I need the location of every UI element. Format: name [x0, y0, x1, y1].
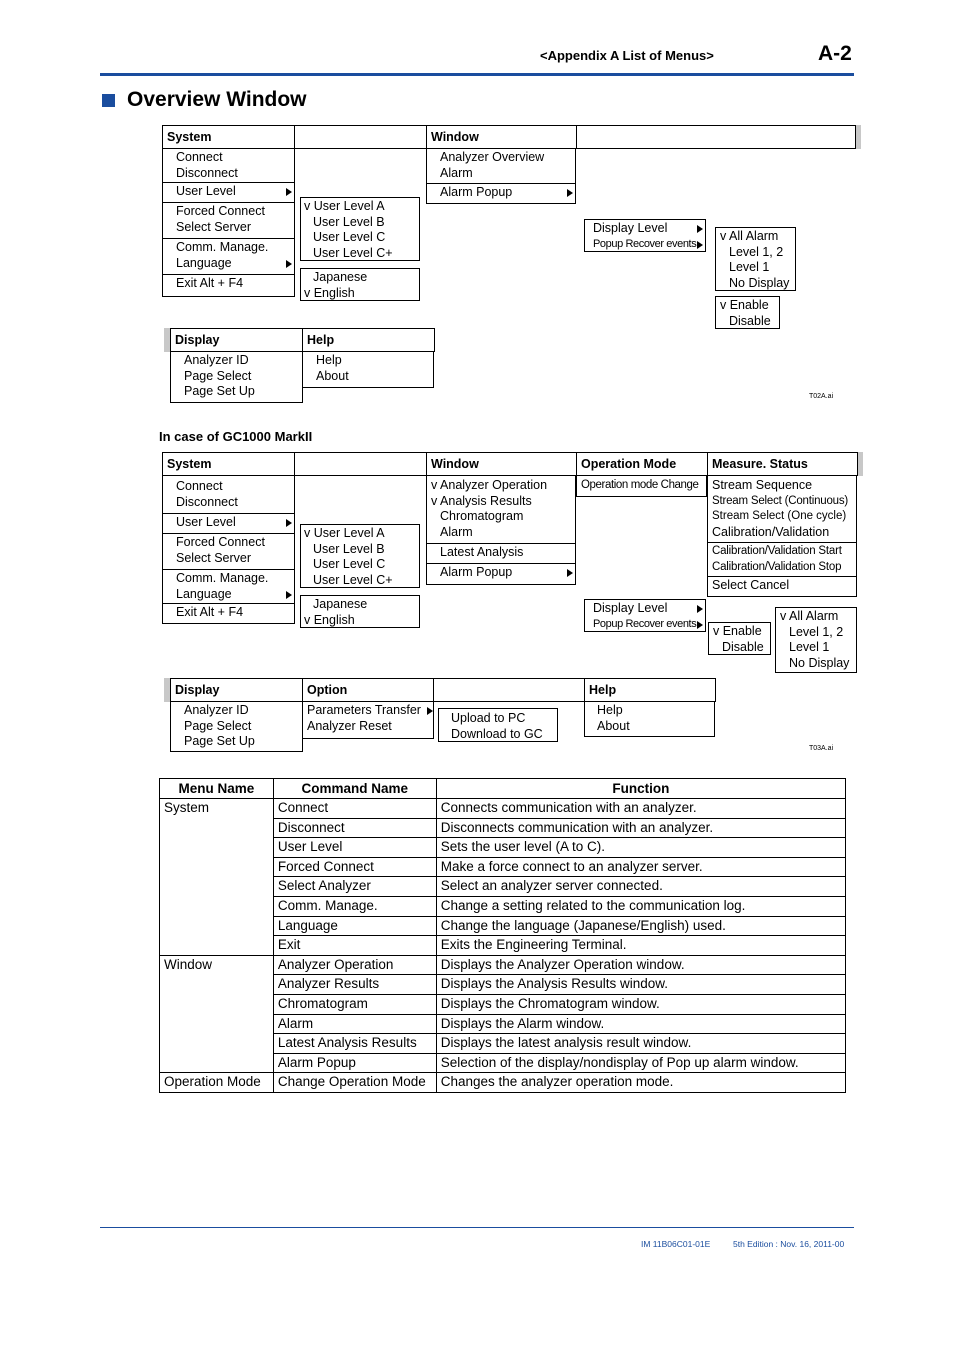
menu-bar	[162, 452, 858, 476]
cell-menu-name	[160, 1034, 274, 1054]
display-menu	[170, 701, 303, 752]
menu-item-calibration-validation[interactable]: Calibration/Validation	[712, 524, 830, 539]
menu-item-all-alarm[interactable]: v All Alarm	[780, 609, 839, 623]
menu-bar-blank	[295, 126, 427, 148]
menu-item-connect[interactable]: Connect	[176, 479, 223, 493]
cell-command-name: Change Operation Mode	[273, 1073, 436, 1093]
menu-item-english[interactable]: v English	[304, 285, 355, 300]
menu-bar-2	[170, 678, 716, 702]
menu-item-page-set-up[interactable]: Page Set Up	[184, 734, 255, 748]
cell-command-name: Connect	[273, 799, 436, 819]
help-menu	[584, 701, 715, 737]
menu-item-user-level-b[interactable]: User Level B	[313, 214, 385, 229]
menu-item-all-alarm[interactable]: v All Alarm	[720, 229, 779, 243]
cell-function: Displays the Analyzer Operation window.	[436, 955, 845, 975]
breadcrumb: <Appendix A List of Menus>	[540, 48, 714, 63]
menu-item-select-server[interactable]: Select Server	[176, 550, 252, 565]
submenu-arrow-icon	[427, 707, 433, 715]
window-menu	[426, 475, 576, 585]
table-body	[160, 799, 846, 1093]
table-row	[160, 1073, 846, 1093]
doc-id: IM 11B06C01-01E	[641, 1239, 711, 1249]
cell-command-name: Disconnect	[273, 818, 436, 838]
system-menu	[162, 475, 295, 624]
menu-item-select-cancel[interactable]: Select Cancel	[712, 578, 790, 592]
submenu-arrow-icon	[286, 188, 292, 196]
table-row	[160, 936, 846, 956]
cell-menu-name	[160, 818, 274, 838]
menu-item-help[interactable]: Help	[316, 353, 342, 367]
menu-item-calibration-validation-stop[interactable]: Calibration/Validation Stop	[712, 560, 842, 573]
menu-item-select-server[interactable]: Select Server	[176, 219, 252, 234]
submenu-arrow-icon	[567, 569, 573, 577]
table-row	[160, 818, 846, 838]
window-menu	[426, 148, 576, 204]
submenu-arrow-icon	[697, 605, 703, 613]
menu-bar-option[interactable]: Option	[303, 679, 434, 701]
cell-command-name: Comm. Manage.	[273, 896, 436, 916]
section-bullet-icon	[102, 94, 115, 107]
menu-item-user-level-c-plus[interactable]: User Level C+	[313, 245, 393, 260]
cell-command-name: Select Analyzer	[273, 877, 436, 897]
submenu-arrow-icon	[286, 519, 292, 527]
submenu-arrow-icon	[567, 189, 573, 197]
edition: 5th Edition : Nov. 16, 2011-00	[733, 1239, 845, 1249]
user-level-submenu	[300, 524, 420, 588]
menu-item-calibration-validation-start[interactable]: Calibration/Validation Start	[712, 545, 842, 557]
menu-item-exit[interactable]: Exit Alt + F4	[176, 605, 244, 619]
menu-bar-operation-mode[interactable]: Operation Mode	[577, 453, 708, 475]
cell-menu-name	[160, 936, 274, 956]
menu-item-no-display[interactable]: No Display	[789, 655, 850, 670]
cell-function: Change the language (Japanese/English) used.	[436, 916, 845, 936]
header-rule	[100, 73, 854, 76]
table-row	[160, 838, 846, 858]
menu-item-analyzer-reset[interactable]: Analyzer Reset	[307, 718, 392, 733]
language-submenu	[300, 595, 420, 628]
menu-item-forced-connect[interactable]: Forced Connect	[176, 535, 265, 549]
menu-item-about[interactable]: About	[316, 368, 349, 383]
menu-item-user-level-b[interactable]: User Level B	[313, 541, 385, 556]
cell-function: Select an analyzer server connected.	[436, 877, 845, 897]
menu-item-user-level-c[interactable]: User Level C	[313, 557, 386, 571]
menu-item-popup-recover-events[interactable]: Popup Recover events	[593, 617, 705, 633]
table-row	[160, 857, 846, 877]
table-row	[160, 1014, 846, 1034]
column-header-menu-name: Menu Name	[160, 779, 274, 799]
menu-item-user-level-a[interactable]: v User Level A	[304, 526, 385, 540]
menu-item-level-1-2[interactable]: Level 1, 2	[729, 244, 784, 259]
cell-menu-name	[160, 975, 274, 995]
menu-item-analyzer-id[interactable]: Analyzer ID	[184, 703, 249, 717]
menu-item-popup-recover-events[interactable]: Popup Recover events	[593, 237, 705, 253]
menu-item-page-select[interactable]: Page Select	[184, 718, 252, 733]
language-submenu	[300, 268, 420, 301]
menu-item-no-display[interactable]: No Display	[729, 275, 790, 290]
cell-function: Sets the user level (A to C).	[436, 838, 845, 858]
menu-item-language[interactable]: Language	[176, 587, 294, 603]
menu-item-latest-analysis[interactable]: Latest Analysis	[440, 545, 524, 559]
menu-item-download-to-gc[interactable]: Download to GC	[451, 726, 543, 741]
menu-item-level-1-2[interactable]: Level 1, 2	[789, 624, 844, 639]
cell-menu-name	[160, 857, 274, 877]
menu-item-alarm[interactable]: Alarm	[440, 524, 473, 539]
cell-function: Disconnects communication with an analyzer.	[436, 818, 845, 838]
cell-command-name: Alarm	[273, 1014, 436, 1034]
menu-item-user-level-c[interactable]: User Level C	[313, 230, 386, 244]
display-level-submenu	[775, 607, 857, 673]
column-header-command-name: Command Name	[273, 779, 436, 799]
cell-menu-name	[160, 1014, 274, 1034]
menu-item-operation-mode-change[interactable]: Operation mode Change	[581, 479, 699, 491]
menu-item-display-level[interactable]: Display Level	[593, 221, 705, 237]
menu-bar-display[interactable]: Display	[171, 329, 303, 351]
menu-item-level-1[interactable]: Level 1	[729, 260, 770, 274]
alarm-popup-submenu	[584, 219, 706, 252]
cell-menu-name	[160, 838, 274, 858]
cell-command-name: User Level	[273, 838, 436, 858]
menu-item-exit[interactable]: Exit Alt + F4	[176, 276, 244, 290]
submenu-arrow-icon	[697, 621, 703, 629]
menu-bar-system[interactable]: System	[163, 126, 295, 148]
menu-item-disable[interactable]: Disable	[729, 313, 771, 328]
page-number: A-2	[818, 42, 852, 65]
cell-command-name: Analyzer Results	[273, 975, 436, 995]
menu-item-parameters-transfer[interactable]: Parameters Transfer	[307, 703, 433, 719]
recover-submenu	[715, 296, 780, 329]
menu-bar-help[interactable]: Help	[307, 333, 335, 347]
menu-item-disconnect[interactable]: Disconnect	[176, 494, 238, 509]
menu-item-language[interactable]: Language	[176, 256, 294, 272]
cell-function: Selection of the display/nondisplay of Pop up alarm window.	[436, 1053, 845, 1073]
menu-bar-window[interactable]: Window	[427, 126, 577, 148]
menu-bar-blank-2	[577, 126, 855, 148]
menu-item-chromatogram[interactable]: Chromatogram	[440, 509, 524, 523]
menu-item-alarm[interactable]: Alarm	[440, 165, 473, 180]
subtitle: In case of GC1000 MarkII	[159, 429, 313, 444]
menu-item-analyzer-overview[interactable]: Analyzer Overview	[440, 150, 545, 164]
menu-item-analyzer-operation[interactable]: v Analyzer Operation	[431, 478, 548, 492]
table-row	[160, 994, 846, 1014]
menu-item-comm-manage[interactable]: Comm. Manage.	[176, 240, 269, 254]
cell-function: Displays the Alarm window.	[436, 1014, 845, 1034]
menu-item-japanese[interactable]: Japanese	[313, 270, 368, 284]
menu-item-user-level[interactable]: User Level	[176, 515, 294, 531]
menu-bar-window[interactable]: Window	[427, 453, 577, 475]
submenu-arrow-icon	[697, 225, 703, 233]
cell-function: Displays the latest analysis result window.	[436, 1034, 845, 1054]
table-row	[160, 799, 846, 819]
menu-item-page-select[interactable]: Page Select	[184, 368, 252, 383]
table-row	[160, 896, 846, 916]
measure-status-menu	[707, 475, 857, 597]
transfer-submenu	[438, 708, 558, 742]
cell-command-name: Chromatogram	[273, 994, 436, 1014]
cell-menu-name	[160, 877, 274, 897]
cell-command-name: Analyzer Operation	[273, 955, 436, 975]
cell-menu-name	[160, 916, 274, 936]
menu-item-alarm-popup[interactable]: Alarm Popup	[440, 185, 575, 201]
menu-bar-measure-status[interactable]: Measure. Status	[712, 457, 808, 471]
display-menu	[170, 351, 303, 403]
table-row	[160, 975, 846, 995]
menu-item-about[interactable]: About	[597, 718, 630, 733]
menu-item-upload-to-pc[interactable]: Upload to PC	[451, 711, 526, 725]
menu-item-page-set-up[interactable]: Page Set Up	[184, 384, 255, 398]
section-title: Overview Window	[127, 88, 307, 111]
menu-bar-system[interactable]: System	[163, 453, 295, 475]
cell-function: Connects communication with an analyzer.	[436, 799, 845, 819]
option-menu	[302, 701, 434, 739]
cell-menu-name	[160, 896, 274, 916]
submenu-arrow-icon	[286, 591, 292, 599]
menu-bar	[162, 125, 856, 149]
menu-item-user-level-c-plus[interactable]: User Level C+	[313, 572, 393, 587]
cell-command-name: Forced Connect	[273, 857, 436, 877]
menu-bar-display[interactable]: Display	[171, 679, 303, 701]
menu-item-user-level[interactable]: User Level	[176, 184, 294, 200]
menu-item-display-level[interactable]: Display Level	[593, 601, 705, 617]
table-row	[160, 916, 846, 936]
cell-menu-name	[160, 1053, 274, 1073]
menu-item-forced-connect[interactable]: Forced Connect	[176, 204, 265, 218]
menu-item-english[interactable]: v English	[304, 612, 355, 627]
cell-function: Make a force connect to an analyzer server.	[436, 857, 845, 877]
table-row	[160, 877, 846, 897]
cell-command-name: Exit	[273, 936, 436, 956]
menu-item-analysis-results[interactable]: v Analysis Results	[431, 493, 532, 508]
cell-menu-name: System	[160, 799, 274, 819]
cell-command-name: Alarm Popup	[273, 1053, 436, 1073]
recover-submenu	[708, 622, 771, 655]
menu-bar-2	[170, 328, 435, 352]
menu-item-japanese[interactable]: Japanese	[313, 597, 368, 611]
figure-id: T03A.ai	[809, 745, 834, 752]
cell-menu-name: Window	[160, 955, 274, 975]
menu-item-stream-select-one-cycle[interactable]: Stream Select (One cycle)	[712, 510, 847, 522]
help-menu	[302, 351, 434, 388]
menu-item-enable[interactable]: v Enable	[720, 298, 769, 312]
menu-item-connect[interactable]: Connect	[176, 150, 223, 164]
submenu-arrow-icon	[286, 260, 292, 268]
cell-function: Displays the Analysis Results window.	[436, 975, 845, 995]
menu-item-enable[interactable]: v Enable	[713, 624, 762, 638]
user-level-submenu	[300, 197, 420, 261]
menu-item-stream-sequence[interactable]: Stream Sequence	[712, 478, 813, 492]
menu-bar-blank	[295, 453, 427, 475]
cell-menu-name: Operation Mode	[160, 1073, 274, 1093]
menu-bar-help[interactable]: Help	[589, 683, 617, 697]
table-row	[160, 1053, 846, 1073]
cell-function: Change a setting related to the communication log.	[436, 896, 845, 916]
menu-item-disable[interactable]: Disable	[722, 639, 764, 654]
menu-item-level-1[interactable]: Level 1	[789, 640, 830, 654]
menu-item-disconnect[interactable]: Disconnect	[176, 165, 238, 180]
menu-item-help[interactable]: Help	[597, 703, 623, 717]
table-row	[160, 955, 846, 975]
menu-item-comm-manage[interactable]: Comm. Manage.	[176, 571, 269, 585]
menu-item-user-level-a[interactable]: v User Level A	[304, 199, 385, 213]
alarm-popup-submenu	[584, 599, 706, 632]
cell-menu-name	[160, 994, 274, 1014]
operation-mode-menu	[576, 475, 707, 497]
table-row	[160, 1034, 846, 1054]
cell-function: Changes the analyzer operation mode.	[436, 1073, 845, 1093]
menu-item-alarm-popup[interactable]: Alarm Popup	[440, 565, 575, 581]
cell-command-name: Language	[273, 916, 436, 936]
figure-id: T02A.ai	[809, 393, 834, 400]
column-header-function: Function	[436, 779, 845, 799]
display-level-submenu	[715, 227, 796, 291]
submenu-arrow-icon	[697, 241, 703, 249]
menu-item-analyzer-id[interactable]: Analyzer ID	[184, 353, 249, 367]
cell-command-name: Latest Analysis Results	[273, 1034, 436, 1054]
menu-command-table	[159, 778, 846, 1093]
table-header-row	[160, 779, 846, 799]
system-menu	[162, 148, 295, 297]
cell-function: Displays the Chromatogram window.	[436, 994, 845, 1014]
footer-rule	[100, 1227, 854, 1228]
menu-bar-blank	[434, 679, 585, 701]
menu-item-stream-select-continuous[interactable]: Stream Select (Continuous)	[712, 494, 849, 507]
cell-function: Exits the Engineering Terminal.	[436, 936, 845, 956]
